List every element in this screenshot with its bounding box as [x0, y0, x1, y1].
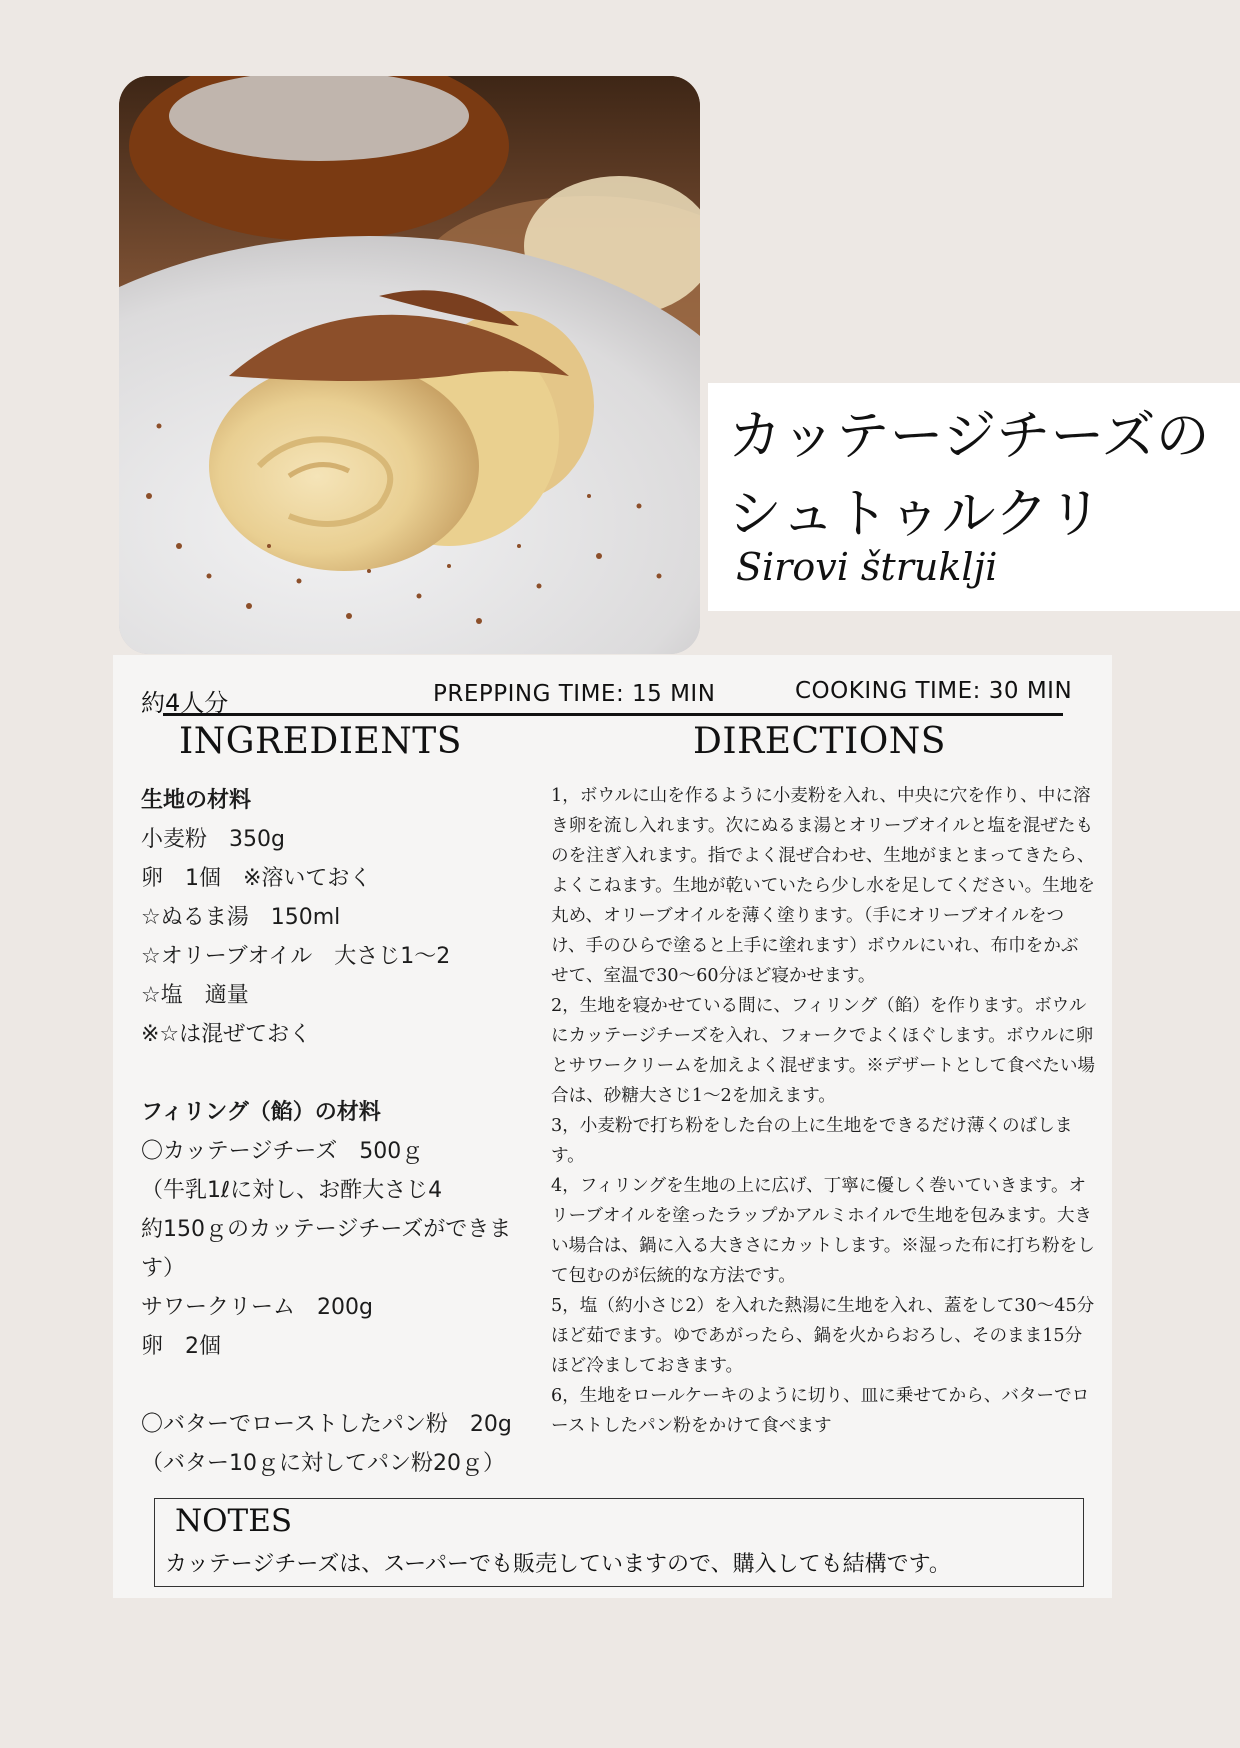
directions-list: [551, 781, 1096, 1441]
notes-text: カッテージチーズは、スーパーでも販売していますので、購入しても結構です。: [165, 1552, 951, 1577]
ingredient-item: （牛乳1ℓに対し、お酢大さじ4: [141, 1178, 443, 1203]
ingredient-item: 小麦粉 350g: [141, 827, 285, 852]
ingredient-item: 〇カッテージチーズ 500ｇ: [141, 1139, 424, 1164]
ingredient-spacer: [141, 1366, 541, 1405]
ingredient-item: 約150ｇのカッテージチーズができま: [141, 1217, 512, 1242]
ingredient-group-heading: フィリング（餡）の材料: [141, 1100, 381, 1125]
ingredient-item: す）: [141, 1256, 186, 1281]
direction-step: 2，生地を寝かせている間に、フィリング（餡）を作ります。ボウルにカッテージチーズを入れ、フォークでよくほぐします。ボウルに卵とサワークリームを加えよく混ぜます。※デザートとして食べたい場合は、砂糖大さじ1〜2を加えます。: [551, 996, 1096, 1106]
ingredient-spacer: [141, 1054, 541, 1093]
direction-step: 5，塩（約小さじ2）を入れた熱湯に生地を入れ、蓋をして30〜45分ほど茹でます。ゆであがったら、鍋を火からおろし、そのまま15分ほど冷ましておきます。: [551, 1296, 1095, 1376]
title-card: [708, 383, 1240, 611]
recipe-title: カッテージチーズの シュトゥルクリ: [728, 404, 1210, 545]
prep-time: PREPPING TIME: 15 MIN: [433, 681, 716, 707]
recipe-subtitle: Sirovi štruklji: [736, 545, 998, 589]
ingredient-group-heading: 生地の材料: [141, 788, 252, 813]
ingredient-item: 卵 1個 ※溶いておく: [141, 866, 372, 891]
ingredient-item: ☆オリーブオイル 大さじ1〜2: [141, 944, 451, 969]
ingredient-item: ※☆は混ぜておく: [141, 1022, 312, 1047]
notes-heading: NOTES: [175, 1503, 293, 1539]
directions-heading: DIRECTIONS: [693, 721, 946, 762]
ingredient-item: ☆ぬるま湯 150ml: [141, 905, 341, 930]
dish-photo-illustration: [119, 76, 700, 654]
recipe-card: [113, 655, 1112, 1598]
dish-photo: [119, 76, 700, 654]
cook-time: COOKING TIME: 30 MIN: [795, 678, 1073, 704]
direction-step: 3，小麦粉で打ち粉をした台の上に生地をできるだけ薄くのばします。: [551, 1116, 1073, 1166]
direction-step: 6，生地をロールケーキのように切り、皿に乗せてから、バターでローストしたパン粉をかけて食べます: [551, 1386, 1090, 1436]
ingredient-item: ☆塩 適量: [141, 983, 249, 1008]
ingredients-heading: INGREDIENTS: [179, 721, 462, 762]
ingredient-item: 〇バターでローストしたパン粉 20g: [141, 1412, 512, 1437]
ingredient-item: （バター10ｇに対してパン粉20ｇ）: [141, 1451, 505, 1476]
direction-step: 4，フィリングを生地の上に広げ、丁寧に優しく巻いていきます。オリーブオイルを塗ったラップかアルミホイルで生地を包みます。大きい場合は、鍋に入る大きさにカットします。※湿った布に打ち粉をして包むのが伝統的な方法です。: [551, 1176, 1095, 1286]
direction-step: 1，ボウルに山を作るように小麦粉を入れ、中央に穴を作り、中に溶き卵を流し入れます。次にぬるま湯とオリーブオイルと塩を混ぜたものを注ぎ入れます。指でよく混ぜ合わせ、生地がまとまってきたら、よくこねます。生地が乾いていたら少し水を足してください。生地を丸め、オリーブオイルを薄く塗ります。（手にオリーブオイルをつけ、手のひらで塗ると上手に塗れます）ボウルにいれ、布巾をかぶせて、室温で30〜60分ほど寝かせます。: [551, 786, 1096, 986]
ingredient-item: 卵 2個: [141, 1334, 221, 1359]
ingredient-item: サワークリーム 200g: [141, 1295, 373, 1320]
header-divider: [163, 713, 1063, 716]
ingredients-list: [141, 781, 541, 1483]
notes-box: [154, 1498, 1084, 1587]
servings: 約4人分: [141, 689, 229, 717]
